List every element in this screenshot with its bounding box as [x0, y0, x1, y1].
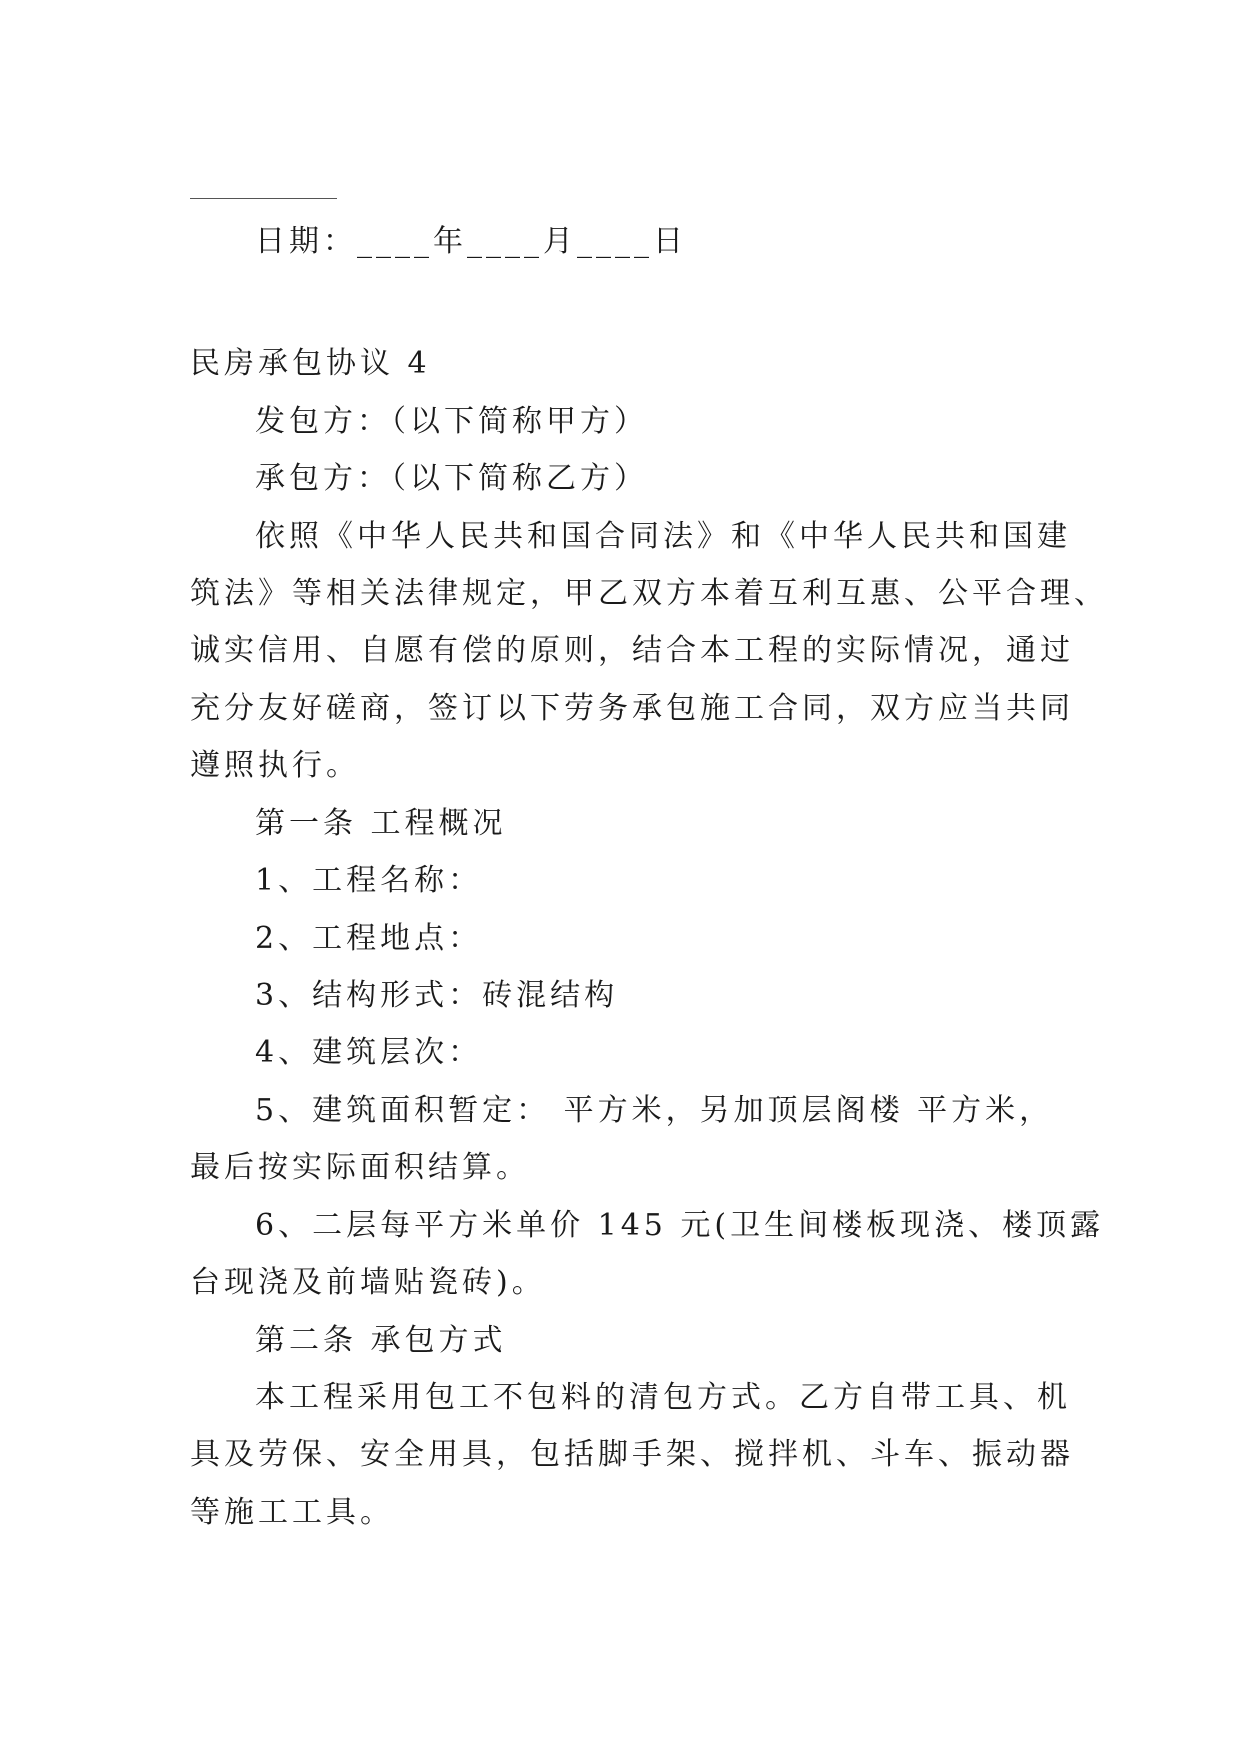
intro-line: 遵照执行。 — [190, 748, 360, 783]
intro-line: 充分友好磋商，签订以下劳务承包施工合同，双方应当共同 — [190, 691, 1074, 726]
article-2-heading: 第二条 承包方式 — [255, 1323, 507, 1358]
intro-line: 依照《中华人民共和国合同法》和《中华人民共和国建 — [255, 519, 1071, 554]
section-heading: 民房承包协议 4 — [190, 346, 431, 381]
article-2-text: 具及劳保、安全用具，包括脚手架、搅拌机、斗车、振动器 — [190, 1437, 1074, 1472]
article-2-text: 本工程采用包工不包料的清包方式。乙方自带工具、机 — [255, 1380, 1071, 1415]
list-item: 5、建筑面积暂定： 平方米，另加顶层阁楼 平方米， — [255, 1093, 1054, 1128]
article-2-text: 等施工工具。 — [190, 1495, 394, 1530]
intro-line: 诚实信用、自愿有偿的原则，结合本工程的实际情况，通过 — [190, 633, 1074, 668]
date-line: 日期：____年____月____日 — [255, 224, 687, 259]
signature-underline — [190, 198, 337, 199]
article-1-heading: 第一条 工程概况 — [255, 806, 507, 841]
list-item: 4、建筑层次： — [255, 1035, 483, 1070]
employer-line: 发包方：（以下简称甲方） — [255, 404, 648, 439]
list-item: 3、结构形式：砖混结构 — [255, 978, 619, 1013]
contractor-line: 承包方：（以下简称乙方） — [255, 461, 648, 496]
list-item: 2、工程地点： — [255, 921, 483, 956]
list-item-continuation: 最后按实际面积结算。 — [190, 1150, 530, 1185]
list-item: 1、工程名称： — [255, 863, 483, 898]
list-item-continuation: 台现浇及前墙贴瓷砖)。 — [190, 1265, 546, 1300]
intro-line: 筑法》等相关法律规定，甲乙双方本着互利互惠、公平合理、 — [190, 576, 1108, 611]
list-item: 6、二层每平方米单价 145 元(卫生间楼板现浇、楼顶露 — [255, 1208, 1105, 1243]
